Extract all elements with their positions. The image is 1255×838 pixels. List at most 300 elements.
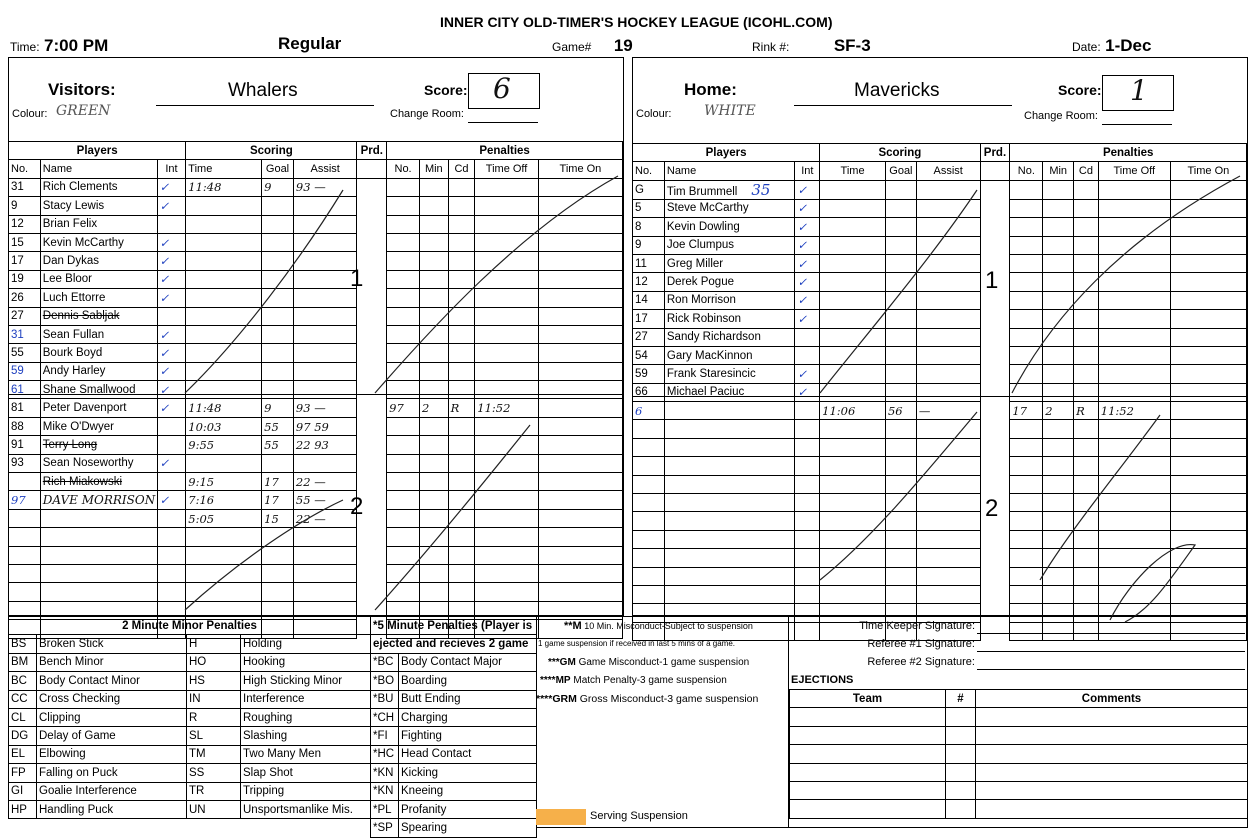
player-number[interactable]: 93 xyxy=(9,454,41,472)
goal-time[interactable] xyxy=(820,291,886,309)
ejection-team[interactable] xyxy=(790,726,946,744)
ref2-signature-line[interactable] xyxy=(977,669,1245,670)
player-number[interactable] xyxy=(633,438,665,456)
int-checkmark[interactable] xyxy=(157,583,186,601)
penalty-time-on[interactable] xyxy=(538,233,622,251)
penalty-number[interactable] xyxy=(387,178,420,196)
goal-time[interactable]: 7:16 xyxy=(186,491,262,509)
penalty-time-off[interactable] xyxy=(1098,475,1170,493)
player-number[interactable]: 5 xyxy=(633,199,665,217)
penalty-time-on[interactable] xyxy=(1170,438,1246,456)
penalty-time-on[interactable] xyxy=(538,270,622,288)
penalty-code[interactable] xyxy=(1074,383,1099,401)
goal-scorer[interactable] xyxy=(885,383,916,401)
goal-scorer[interactable] xyxy=(262,583,294,601)
goal-assist[interactable] xyxy=(916,475,980,493)
goal-time[interactable] xyxy=(820,530,886,548)
penalty-minutes[interactable] xyxy=(419,528,448,546)
player-number[interactable]: 26 xyxy=(9,289,41,307)
goal-scorer[interactable] xyxy=(885,199,916,217)
penalty-minutes[interactable] xyxy=(419,252,448,270)
penalty-code[interactable] xyxy=(448,528,475,546)
player-name[interactable] xyxy=(664,402,795,420)
penalty-time-on[interactable] xyxy=(1170,530,1246,548)
penalty-time-off[interactable] xyxy=(1098,420,1170,438)
player-number[interactable]: 59 xyxy=(633,365,665,383)
penalty-time-on[interactable] xyxy=(1170,310,1246,328)
goal-time[interactable] xyxy=(820,438,886,456)
player-number[interactable]: 88 xyxy=(9,417,41,435)
goal-time[interactable] xyxy=(820,457,886,475)
penalty-code[interactable] xyxy=(1074,475,1099,493)
penalty-time-on[interactable] xyxy=(538,583,622,601)
penalty-time-off[interactable] xyxy=(475,583,539,601)
penalty-code[interactable] xyxy=(448,417,475,435)
penalty-time-off[interactable] xyxy=(475,454,539,472)
int-checkmark[interactable]: ✓ xyxy=(157,381,186,399)
player-number[interactable] xyxy=(633,585,665,603)
goal-time[interactable] xyxy=(186,289,262,307)
goal-scorer[interactable] xyxy=(262,289,294,307)
int-checkmark[interactable] xyxy=(795,438,820,456)
player-number[interactable]: 31 xyxy=(9,325,41,343)
player-name[interactable] xyxy=(40,215,157,233)
int-checkmark[interactable] xyxy=(157,546,186,564)
ejection-comment[interactable] xyxy=(976,800,1248,818)
ejection-number[interactable] xyxy=(946,781,976,799)
penalty-minutes[interactable] xyxy=(419,546,448,564)
penalty-minutes[interactable] xyxy=(1043,310,1074,328)
player-name[interactable] xyxy=(40,307,157,325)
goal-time[interactable] xyxy=(820,180,886,199)
goal-time[interactable] xyxy=(820,310,886,328)
goal-scorer[interactable] xyxy=(885,512,916,530)
penalty-minutes[interactable] xyxy=(1043,383,1074,401)
player-name[interactable] xyxy=(664,585,795,603)
int-checkmark[interactable]: ✓ xyxy=(157,233,186,251)
int-checkmark[interactable]: ✓ xyxy=(157,289,186,307)
player-name[interactable] xyxy=(664,199,795,217)
penalty-minutes[interactable] xyxy=(1043,365,1074,383)
goal-time[interactable] xyxy=(820,365,886,383)
int-checkmark[interactable] xyxy=(795,457,820,475)
int-checkmark[interactable] xyxy=(795,328,820,346)
ejection-team[interactable] xyxy=(790,800,946,818)
player-number[interactable]: 59 xyxy=(9,362,41,380)
player-number[interactable]: 17 xyxy=(633,310,665,328)
goal-time[interactable]: 9:55 xyxy=(186,436,262,454)
penalty-code[interactable] xyxy=(448,509,475,527)
penalty-time-on[interactable] xyxy=(1170,402,1246,420)
player-number[interactable] xyxy=(9,546,41,564)
penalty-code[interactable]: R xyxy=(448,399,475,417)
penalty-minutes[interactable]: 2 xyxy=(419,399,448,417)
penalty-time-on[interactable] xyxy=(1170,494,1246,512)
goal-assist[interactable] xyxy=(293,307,357,325)
goal-time[interactable] xyxy=(820,585,886,603)
goal-scorer[interactable] xyxy=(262,307,294,325)
player-number[interactable]: 9 xyxy=(633,236,665,254)
penalty-time-off[interactable] xyxy=(1098,254,1170,272)
player-number[interactable]: 31 xyxy=(9,178,41,196)
penalty-time-on[interactable] xyxy=(1170,218,1246,236)
ejection-number[interactable] xyxy=(946,708,976,726)
goal-assist[interactable]: 93 — xyxy=(293,178,357,196)
goal-scorer[interactable] xyxy=(262,197,294,215)
player-name[interactable] xyxy=(664,180,795,199)
player-number[interactable]: 97 xyxy=(9,491,41,509)
goal-time[interactable] xyxy=(186,381,262,399)
player-number[interactable]: 17 xyxy=(9,252,41,270)
penalty-code[interactable] xyxy=(1074,199,1099,217)
penalty-time-off[interactable] xyxy=(1098,199,1170,217)
penalty-minutes[interactable] xyxy=(1043,530,1074,548)
penalty-time-off[interactable] xyxy=(475,270,539,288)
goal-time[interactable] xyxy=(820,328,886,346)
penalty-time-on[interactable] xyxy=(538,197,622,215)
penalty-number[interactable] xyxy=(1010,530,1043,548)
player-name[interactable] xyxy=(40,583,157,601)
int-checkmark[interactable]: ✓ xyxy=(795,199,820,217)
int-checkmark[interactable] xyxy=(795,494,820,512)
goal-assist[interactable] xyxy=(293,583,357,601)
goal-scorer[interactable] xyxy=(885,346,916,364)
penalty-number[interactable] xyxy=(387,454,420,472)
goal-scorer[interactable] xyxy=(885,365,916,383)
penalty-number[interactable] xyxy=(387,307,420,325)
penalty-minutes[interactable] xyxy=(419,454,448,472)
player-name[interactable] xyxy=(664,530,795,548)
timekeeper-signature-line[interactable] xyxy=(977,633,1245,634)
goal-time[interactable]: 5:05 xyxy=(186,509,262,527)
penalty-time-off[interactable] xyxy=(1098,236,1170,254)
int-checkmark[interactable]: ✓ xyxy=(157,454,186,472)
penalty-minutes[interactable] xyxy=(419,417,448,435)
goal-time[interactable] xyxy=(820,236,886,254)
penalty-number[interactable] xyxy=(1010,420,1043,438)
int-checkmark[interactable] xyxy=(795,475,820,493)
goal-time[interactable] xyxy=(820,254,886,272)
penalty-code[interactable] xyxy=(1074,310,1099,328)
goal-assist[interactable] xyxy=(916,420,980,438)
penalty-code[interactable] xyxy=(1074,346,1099,364)
penalty-number[interactable] xyxy=(1010,585,1043,603)
penalty-minutes[interactable] xyxy=(419,473,448,491)
penalty-minutes[interactable] xyxy=(419,215,448,233)
penalty-code[interactable] xyxy=(1074,585,1099,603)
penalty-minutes[interactable] xyxy=(419,362,448,380)
penalty-code[interactable] xyxy=(448,362,475,380)
player-name[interactable] xyxy=(40,362,157,380)
goal-time[interactable] xyxy=(186,344,262,362)
penalty-time-off[interactable] xyxy=(475,197,539,215)
int-checkmark[interactable]: ✓ xyxy=(157,252,186,270)
player-number[interactable] xyxy=(633,530,665,548)
penalty-time-on[interactable] xyxy=(1170,328,1246,346)
int-checkmark[interactable] xyxy=(795,585,820,603)
player-name[interactable] xyxy=(664,365,795,383)
penalty-number[interactable] xyxy=(387,362,420,380)
penalty-code[interactable] xyxy=(1074,530,1099,548)
penalty-minutes[interactable] xyxy=(1043,512,1074,530)
penalty-number[interactable] xyxy=(1010,180,1043,199)
int-checkmark[interactable] xyxy=(157,528,186,546)
penalty-time-on[interactable] xyxy=(538,307,622,325)
penalty-minutes[interactable] xyxy=(1043,585,1074,603)
penalty-time-on[interactable] xyxy=(1170,199,1246,217)
penalty-minutes[interactable] xyxy=(419,381,448,399)
player-name[interactable] xyxy=(664,494,795,512)
penalty-number[interactable] xyxy=(387,270,420,288)
penalty-time-off[interactable] xyxy=(1098,346,1170,364)
goal-time[interactable] xyxy=(820,346,886,364)
penalty-code[interactable] xyxy=(1074,549,1099,567)
penalty-number[interactable] xyxy=(1010,438,1043,456)
penalty-number[interactable] xyxy=(387,325,420,343)
penalty-minutes[interactable] xyxy=(1043,218,1074,236)
player-number[interactable] xyxy=(633,494,665,512)
player-name[interactable] xyxy=(40,252,157,270)
int-checkmark[interactable] xyxy=(157,436,186,454)
penalty-time-on[interactable] xyxy=(1170,236,1246,254)
penalty-code[interactable] xyxy=(448,197,475,215)
player-name[interactable] xyxy=(40,546,157,564)
penalty-number[interactable] xyxy=(1010,273,1043,291)
penalty-time-on[interactable] xyxy=(538,509,622,527)
penalty-minutes[interactable] xyxy=(419,197,448,215)
int-checkmark[interactable]: ✓ xyxy=(795,180,820,199)
penalty-number[interactable] xyxy=(1010,346,1043,364)
penalty-minutes[interactable] xyxy=(1043,273,1074,291)
goal-scorer[interactable] xyxy=(885,567,916,585)
goal-time[interactable] xyxy=(820,512,886,530)
ejection-comment[interactable] xyxy=(976,708,1248,726)
player-name[interactable] xyxy=(40,509,157,527)
goal-scorer[interactable] xyxy=(885,273,916,291)
penalty-code[interactable] xyxy=(1074,512,1099,530)
player-number[interactable]: G xyxy=(633,180,665,199)
penalty-time-on[interactable] xyxy=(1170,585,1246,603)
goal-scorer[interactable] xyxy=(262,564,294,582)
penalty-number[interactable] xyxy=(387,252,420,270)
penalty-time-on[interactable] xyxy=(538,491,622,509)
player-name[interactable] xyxy=(40,564,157,582)
penalty-time-off[interactable]: 11:52 xyxy=(475,399,539,417)
goal-time[interactable] xyxy=(186,233,262,251)
int-checkmark[interactable]: ✓ xyxy=(157,491,186,509)
int-checkmark[interactable]: ✓ xyxy=(157,325,186,343)
player-name[interactable] xyxy=(664,236,795,254)
player-name[interactable] xyxy=(40,436,157,454)
goal-scorer[interactable] xyxy=(885,549,916,567)
penalty-number[interactable] xyxy=(387,583,420,601)
ejection-comment[interactable] xyxy=(976,763,1248,781)
goal-time[interactable] xyxy=(186,528,262,546)
penalty-time-off[interactable] xyxy=(475,381,539,399)
goal-assist[interactable] xyxy=(293,362,357,380)
penalty-minutes[interactable] xyxy=(1043,180,1074,199)
goal-assist[interactable] xyxy=(916,512,980,530)
goal-scorer[interactable]: 56 xyxy=(885,402,916,420)
penalty-minutes[interactable] xyxy=(419,583,448,601)
goal-time[interactable] xyxy=(186,325,262,343)
penalty-time-off[interactable] xyxy=(475,307,539,325)
penalty-time-off[interactable] xyxy=(1098,365,1170,383)
goal-assist[interactable] xyxy=(916,291,980,309)
goal-scorer[interactable] xyxy=(262,325,294,343)
player-number[interactable]: 91 xyxy=(9,436,41,454)
player-name[interactable] xyxy=(664,218,795,236)
goal-scorer[interactable] xyxy=(262,546,294,564)
penalty-number[interactable] xyxy=(1010,494,1043,512)
penalty-time-on[interactable] xyxy=(538,252,622,270)
player-number[interactable]: 9 xyxy=(9,197,41,215)
int-checkmark[interactable]: ✓ xyxy=(795,291,820,309)
penalty-time-on[interactable] xyxy=(1170,180,1246,199)
penalty-minutes[interactable] xyxy=(419,564,448,582)
goal-time[interactable] xyxy=(820,199,886,217)
goal-assist[interactable]: 22 93 xyxy=(293,436,357,454)
player-number[interactable]: 55 xyxy=(9,344,41,362)
penalty-time-on[interactable] xyxy=(538,178,622,196)
penalty-minutes[interactable] xyxy=(419,289,448,307)
goal-time[interactable]: 11:48 xyxy=(186,399,262,417)
penalty-number[interactable] xyxy=(387,381,420,399)
int-checkmark[interactable]: ✓ xyxy=(157,399,186,417)
penalty-number[interactable] xyxy=(1010,475,1043,493)
penalty-time-off[interactable] xyxy=(1098,310,1170,328)
penalty-number[interactable] xyxy=(1010,254,1043,272)
goal-scorer[interactable] xyxy=(262,362,294,380)
penalty-time-on[interactable] xyxy=(1170,383,1246,401)
penalty-time-off[interactable] xyxy=(475,546,539,564)
goal-assist[interactable] xyxy=(293,454,357,472)
goal-scorer[interactable]: 17 xyxy=(262,491,294,509)
player-name[interactable] xyxy=(664,438,795,456)
ejection-team[interactable] xyxy=(790,745,946,763)
penalty-number[interactable] xyxy=(387,344,420,362)
player-number[interactable]: 14 xyxy=(633,291,665,309)
goal-assist[interactable]: 55 — xyxy=(293,491,357,509)
penalty-number[interactable] xyxy=(387,491,420,509)
penalty-time-off[interactable]: 11:52 xyxy=(1098,402,1170,420)
penalty-minutes[interactable] xyxy=(419,436,448,454)
player-number[interactable]: 61 xyxy=(9,381,41,399)
goal-assist[interactable] xyxy=(293,528,357,546)
penalty-code[interactable] xyxy=(448,289,475,307)
penalty-minutes[interactable] xyxy=(1043,438,1074,456)
penalty-number[interactable] xyxy=(387,233,420,251)
penalty-minutes[interactable] xyxy=(1043,494,1074,512)
penalty-time-off[interactable] xyxy=(1098,567,1170,585)
int-checkmark[interactable] xyxy=(157,215,186,233)
penalty-time-on[interactable] xyxy=(538,528,622,546)
player-name[interactable] xyxy=(664,420,795,438)
goal-time[interactable] xyxy=(186,583,262,601)
ejection-comment[interactable] xyxy=(976,745,1248,763)
penalty-time-on[interactable] xyxy=(538,564,622,582)
goal-assist[interactable] xyxy=(916,180,980,199)
penalty-time-on[interactable] xyxy=(1170,254,1246,272)
penalty-time-off[interactable] xyxy=(475,233,539,251)
goal-time[interactable] xyxy=(186,252,262,270)
goal-assist[interactable] xyxy=(916,383,980,401)
goal-scorer[interactable] xyxy=(885,291,916,309)
penalty-time-on[interactable] xyxy=(1170,346,1246,364)
player-name[interactable] xyxy=(664,475,795,493)
penalty-code[interactable] xyxy=(1074,273,1099,291)
penalty-code[interactable] xyxy=(1074,218,1099,236)
penalty-time-on[interactable] xyxy=(1170,420,1246,438)
penalty-time-off[interactable] xyxy=(475,362,539,380)
penalty-minutes[interactable] xyxy=(419,233,448,251)
player-number[interactable]: 12 xyxy=(633,273,665,291)
int-checkmark[interactable]: ✓ xyxy=(795,365,820,383)
int-checkmark[interactable] xyxy=(157,473,186,491)
int-checkmark[interactable]: ✓ xyxy=(795,310,820,328)
player-name[interactable] xyxy=(664,310,795,328)
player-name[interactable] xyxy=(40,344,157,362)
goal-time[interactable] xyxy=(186,215,262,233)
goal-assist[interactable]: 97 59 xyxy=(293,417,357,435)
goal-scorer[interactable] xyxy=(262,215,294,233)
goal-assist[interactable] xyxy=(293,546,357,564)
goal-scorer[interactable]: 55 xyxy=(262,436,294,454)
player-number[interactable] xyxy=(9,564,41,582)
penalty-time-off[interactable] xyxy=(475,564,539,582)
goal-time[interactable] xyxy=(820,218,886,236)
penalty-code[interactable] xyxy=(448,252,475,270)
goal-time[interactable] xyxy=(186,307,262,325)
penalty-number[interactable]: 17 xyxy=(1010,402,1043,420)
player-number[interactable] xyxy=(633,457,665,475)
penalty-code[interactable] xyxy=(1074,254,1099,272)
penalty-code[interactable] xyxy=(448,454,475,472)
player-name[interactable] xyxy=(40,381,157,399)
goal-assist[interactable] xyxy=(916,199,980,217)
player-number[interactable] xyxy=(633,512,665,530)
penalty-number[interactable] xyxy=(387,197,420,215)
penalty-minutes[interactable] xyxy=(419,307,448,325)
goal-scorer[interactable] xyxy=(262,381,294,399)
penalty-time-off[interactable] xyxy=(1098,291,1170,309)
goal-scorer[interactable]: 15 xyxy=(262,509,294,527)
goal-scorer[interactable] xyxy=(885,457,916,475)
goal-assist[interactable]: 22 — xyxy=(293,473,357,491)
player-name[interactable] xyxy=(664,457,795,475)
penalty-minutes[interactable] xyxy=(1043,199,1074,217)
penalty-time-off[interactable] xyxy=(475,325,539,343)
penalty-time-off[interactable] xyxy=(475,289,539,307)
goal-assist[interactable] xyxy=(293,289,357,307)
goal-time[interactable] xyxy=(820,549,886,567)
int-checkmark[interactable] xyxy=(157,564,186,582)
penalty-number[interactable] xyxy=(387,289,420,307)
penalty-minutes[interactable] xyxy=(419,491,448,509)
penalty-minutes[interactable] xyxy=(1043,328,1074,346)
goal-assist[interactable] xyxy=(916,365,980,383)
goal-assist[interactable] xyxy=(293,252,357,270)
goal-assist[interactable] xyxy=(293,270,357,288)
penalty-minutes[interactable] xyxy=(1043,291,1074,309)
penalty-time-off[interactable] xyxy=(1098,383,1170,401)
int-checkmark[interactable]: ✓ xyxy=(157,178,186,196)
player-number[interactable] xyxy=(9,528,41,546)
penalty-number[interactable] xyxy=(387,473,420,491)
goal-assist[interactable] xyxy=(916,530,980,548)
goal-assist[interactable] xyxy=(916,328,980,346)
penalty-time-off[interactable] xyxy=(1098,218,1170,236)
